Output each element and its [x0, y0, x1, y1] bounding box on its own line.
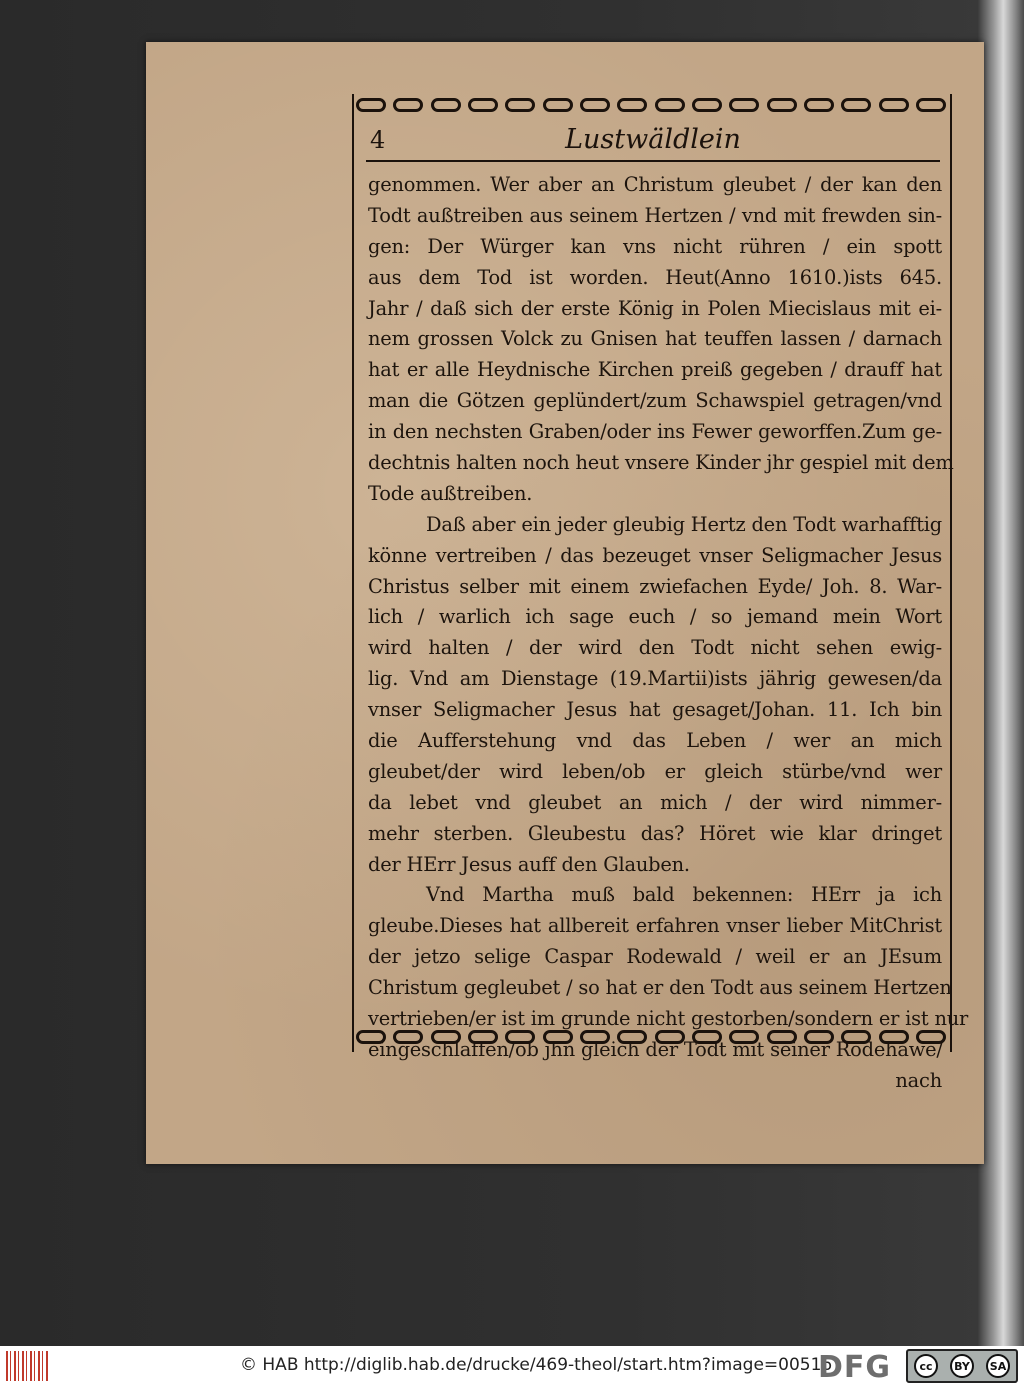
- ornament-link: [543, 98, 573, 112]
- text-line: der jetzo selige Caspar Rodewald / weil er an JEsum: [368, 945, 942, 969]
- ornament-link: [804, 1030, 834, 1044]
- ornament-link: [580, 1030, 610, 1044]
- sa-icon: SA: [986, 1354, 1010, 1378]
- text-line: könne vertreiben / das bezeuget vnser Seligmacher Jesus: [368, 543, 942, 567]
- copyright-link[interactable]: © HAB http://diglib.hab.de/drucke/469-theol/start.htm?image=00516: [240, 1355, 833, 1375]
- ornament-link: [841, 1030, 871, 1044]
- ornament-link: [617, 98, 647, 112]
- text-line: Christus selber mit einem zwiefachen Eyde/ Joh. 8. War-: [368, 574, 942, 598]
- text-line: wird halten / der wird den Todt nicht sehen ewig-: [368, 636, 942, 660]
- ornament-link: [617, 1030, 647, 1044]
- by-icon: BY: [950, 1354, 974, 1378]
- ornament-link: [431, 98, 461, 112]
- ornament-link: [729, 1030, 759, 1044]
- paragraph-start-line: Vnd Martha muß bald bekennen: HErr ja ich: [426, 883, 942, 907]
- ornament-link: [804, 98, 834, 112]
- ornament-link: [505, 1030, 535, 1044]
- ornament-link: [356, 1030, 386, 1044]
- text-line: mehr sterben. Gleubestu das? Höret wie klar dringet: [368, 821, 942, 845]
- cc-license-badge[interactable]: [906, 1349, 1018, 1383]
- text-line: man die Götzen geplündert/zum Schawspiel getragen/vnd: [368, 389, 942, 413]
- ornament-link: [543, 1030, 573, 1044]
- ornament-link: [468, 1030, 498, 1044]
- text-line: die Aufferstehung vnd das Leben / wer an mich: [368, 729, 942, 753]
- text-line: da lebet vnd gleubet an mich / der wird nimmer-: [368, 790, 942, 814]
- text-line: lig. Vnd am Dienstage (19.Martii)ists jährig gewesen/da: [368, 667, 942, 691]
- page-title: Lustwäldlein: [565, 124, 741, 155]
- text-line: genommen. Wer aber an Christum gleubet / der kan den: [368, 173, 942, 196]
- ornament-link: [916, 98, 946, 112]
- ornament-link: [505, 98, 535, 112]
- text-line: nem grossen Volck zu Gnisen hat teuffen lassen / darnach: [368, 327, 942, 351]
- bottom-ornament-border: [356, 1024, 946, 1050]
- ornament-link: [692, 98, 722, 112]
- ornament-link: [692, 1030, 722, 1044]
- text-line: vertrieben/er ist im grunde nicht gestorben/sondern er ist nur: [368, 1007, 969, 1031]
- text-line: Tode außtreiben.: [368, 481, 533, 505]
- ornament-link: [655, 98, 685, 112]
- body-text: [368, 170, 969, 1097]
- ornament-link: [767, 1030, 797, 1044]
- ornament-link: [879, 98, 909, 112]
- dfg-logo[interactable]: DFG: [818, 1350, 892, 1385]
- ornament-link: [393, 1030, 423, 1044]
- text-line: Jahr / daß sich der erste König in Polen Miecislaus mit ei-: [368, 296, 942, 320]
- ornament-link: [729, 98, 759, 112]
- barcode-icon: [6, 1351, 48, 1381]
- running-head: [366, 122, 940, 162]
- page-number: 4: [370, 126, 386, 154]
- text-line: vnser Seligmacher Jesus hat gesaget/Johan. 11. Ich bin: [368, 698, 942, 722]
- footer-bar: [0, 1346, 1024, 1386]
- paragraph-start-line: Daß aber ein jeder gleubig Hertz den Todt warhafftig: [426, 512, 942, 536]
- text-line: gen: Der Würger kan vns nicht rühren / ein spott: [368, 234, 942, 258]
- text-line: Todt außtreiben aus seinem Hertzen / vnd mit frewden sin-: [368, 203, 942, 227]
- ornament-link: [468, 98, 498, 112]
- catchword: nach: [895, 1068, 942, 1092]
- text-line: der HErr Jesus auff den Glauben.: [368, 852, 690, 876]
- text-line: Christum gegleubet / so hat er den Todt aus seinem Hertzen: [368, 976, 952, 1000]
- ornament-link: [655, 1030, 685, 1044]
- text-line: aus dem Tod ist worden. Heut(Anno 1610.)ists 645.: [368, 265, 942, 289]
- text-line: hat er alle Heydnische Kirchen preiß gegeben / drauff hat: [368, 358, 942, 382]
- ornament-link: [393, 98, 423, 112]
- ornament-link: [431, 1030, 461, 1044]
- book-spine: [978, 0, 1024, 1346]
- ornament-link: [916, 1030, 946, 1044]
- top-ornament-border: [356, 92, 946, 118]
- ornament-link: [879, 1030, 909, 1044]
- ornament-link: [841, 98, 871, 112]
- text-line: eingeschlaffen/ob jhn gleich der Todt mit seiner Rodehawe/: [368, 1037, 943, 1061]
- text-line: dechtnis halten noch heut vnsere Kinder jhr gespiel mit dem: [368, 451, 954, 475]
- ornament-link: [580, 98, 610, 112]
- ornament-link: [356, 98, 386, 112]
- text-line: lich / warlich ich sage euch / so jemand mein Wort: [368, 605, 942, 629]
- text-line: in den nechsten Graben/oder ins Fewer geworffen.Zum ge-: [368, 420, 942, 444]
- text-line: gleube.Dieses hat allbereit erfahren vnser lieber MitChrist: [368, 914, 942, 938]
- cc-icon: cc: [914, 1354, 938, 1378]
- text-line: gleubet/der wird leben/ob er gleich stürbe/vnd wer: [368, 759, 942, 783]
- ornament-link: [767, 98, 797, 112]
